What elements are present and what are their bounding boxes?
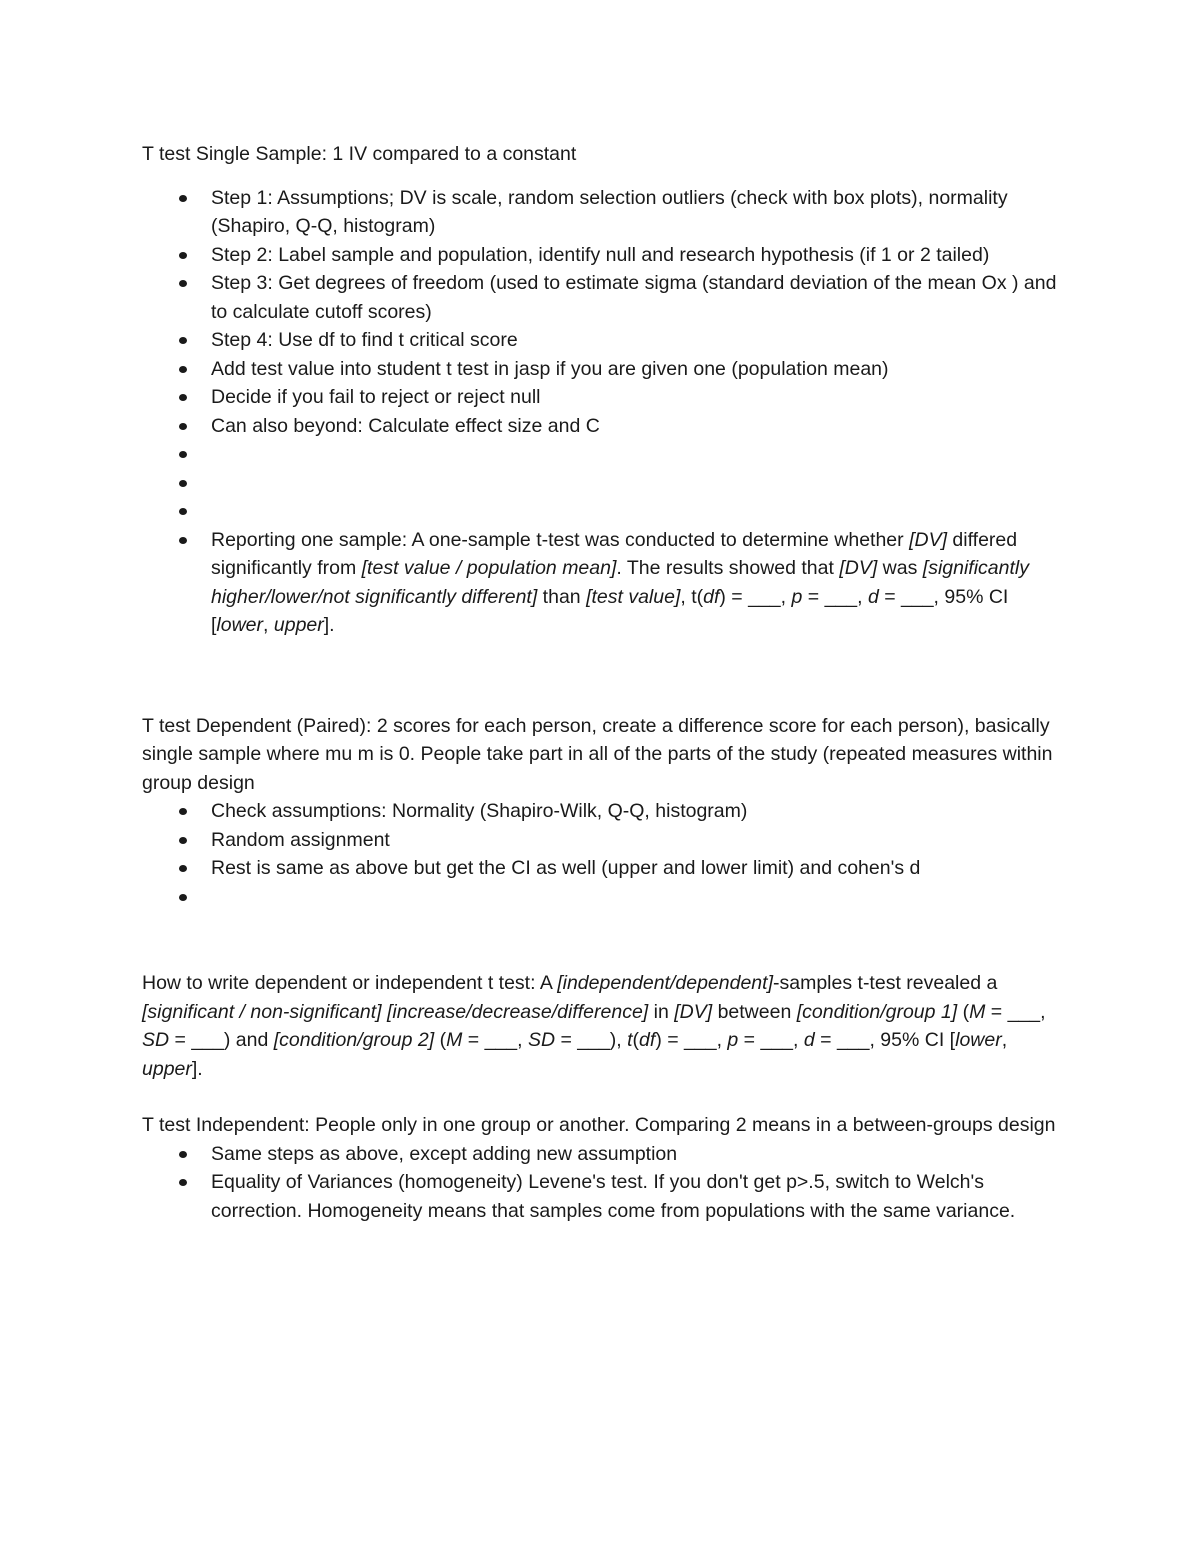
document-page: [142, 140, 1062, 1225]
reporting-one-sample: Reporting one sample: A one-sample t-test was conducted to determine whether [DV] differed significantly from [test value / population mean]. The results showed that [DV] was [significantly higher/lower/not significantly different] than [test value], t(df) = ___, p = ___, d = ___, 95% CI [lower, upper].: [142, 526, 1062, 640]
dependent-heading: T test Dependent (Paired): 2 scores for each person, create a difference score for each person), basically single sample where mu m is 0. People take part in all of the parts of the study (repeated measures within group design: [142, 714, 1053, 794]
list-item: Step 3: Get degrees of freedom (used to estimate sigma (standard deviation of the mean Ox ) and to calculate cutoff scores): [142, 269, 1062, 326]
list-item: Step 1: Assumptions; DV is scale, random selection outliers (check with box plots), normality (Shapiro, Q-Q, histogram): [142, 184, 1062, 241]
dependent-steps: [142, 797, 1062, 911]
single-sample-steps: [142, 184, 1062, 640]
how-to-write-paragraph: How to write dependent or independent t test: A [independent/dependent]-samples t-test revealed a [significant / non-significant] [increase/decrease/difference] in [DV] between [condition/group 1] (M = ___, SD = ___) and [condition/group 2] (M = ___, SD = ___), t(df) = ___, p = ___, d = ___, 95% CI [lower, upper].: [142, 972, 1046, 1080]
list-item-empty: [142, 440, 1062, 469]
list-item-empty: [142, 883, 1062, 912]
single-sample-heading: T test Single Sample: 1 IV compared to a constant: [142, 143, 577, 165]
list-item-empty: [142, 469, 1062, 498]
list-item: Same steps as above, except adding new assumption: [142, 1140, 1062, 1169]
list-item: Add test value into student t test in jasp if you are given one (population mean): [142, 355, 1062, 384]
list-item: Equality of Variances (homogeneity) Levene's test. If you don't get p>.5, switch to Welch's correction. Homogeneity means that samples come from populations with the same variance.: [142, 1168, 1062, 1225]
list-item: Step 2: Label sample and population, identify null and research hypothesis (if 1 or 2 tailed): [142, 241, 1062, 270]
list-item: Check assumptions: Normality (Shapiro-Wilk, Q-Q, histogram): [142, 797, 1062, 826]
list-item: Step 4: Use df to find t critical score: [142, 326, 1062, 355]
list-item-empty: [142, 497, 1062, 526]
list-item: Decide if you fail to reject or reject null: [142, 383, 1062, 412]
list-item: Rest is same as above but get the CI as well (upper and lower limit) and cohen's d: [142, 854, 1062, 883]
independent-heading: T test Independent: People only in one group or another. Comparing 2 means in a between-groups design: [142, 1114, 1056, 1136]
list-item: Can also beyond: Calculate effect size and C: [142, 412, 1062, 441]
list-item: Random assignment: [142, 826, 1062, 855]
independent-steps: [142, 1140, 1062, 1226]
